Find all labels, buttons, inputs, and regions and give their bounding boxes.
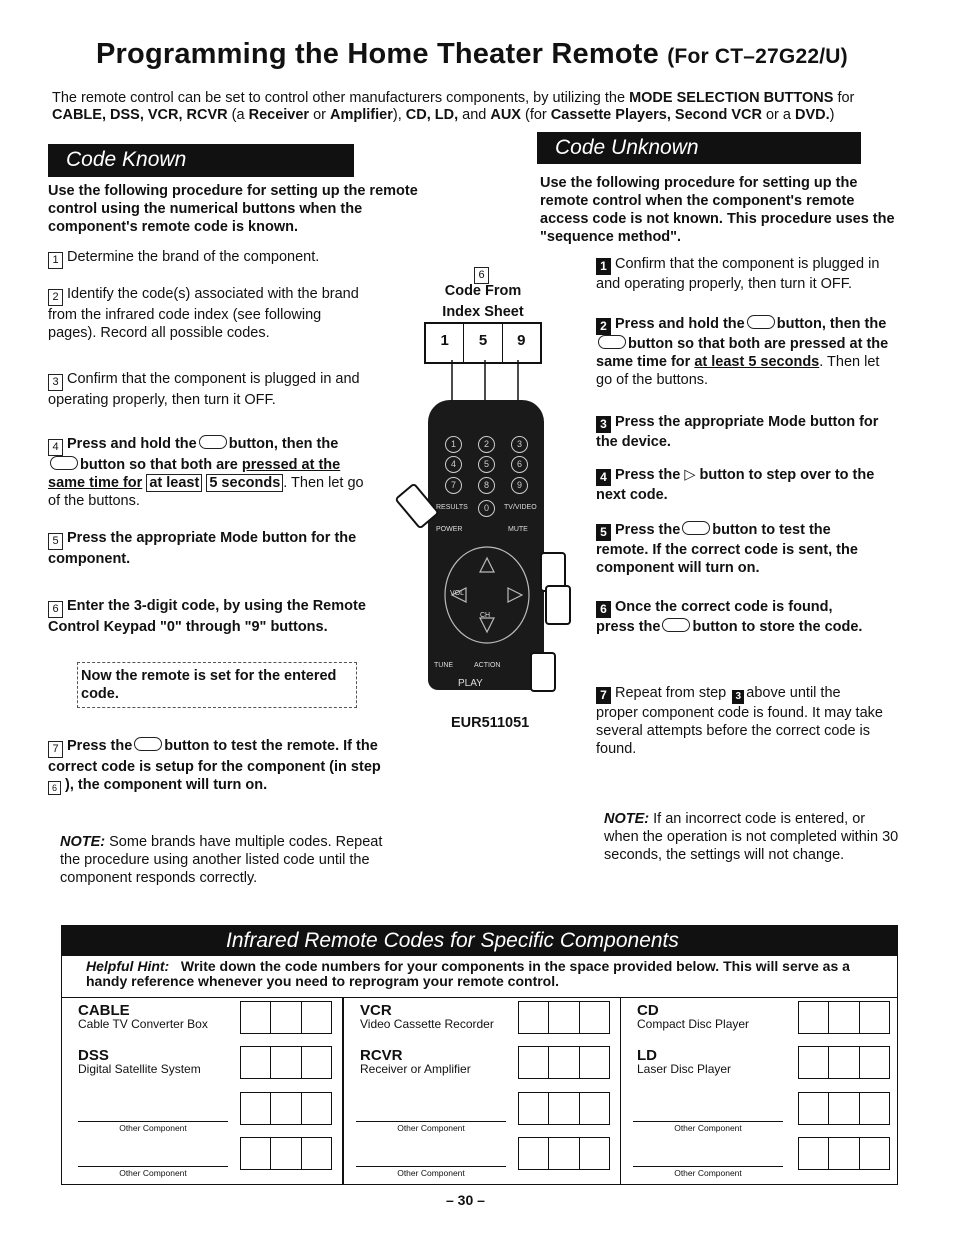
code-known-header: Code Known (48, 144, 354, 177)
key-5: 5 (478, 456, 495, 473)
mute-label: MUTE (508, 526, 528, 533)
cable-title: CABLE (78, 1002, 130, 1019)
unknown-step-1: 1 Confirm that the component is plugged in and operating properly, then turn it OFF. (596, 256, 880, 292)
unknown-step-6: 6 Once the correct code is found, press the button to store the code. (596, 599, 863, 635)
rcvr-subtitle: Receiver or Amplifier (360, 1062, 471, 1076)
cd-title: CD (637, 1002, 659, 1019)
codes-column-3 (620, 997, 898, 1185)
dss-subtitle: Digital Satellite System (78, 1062, 201, 1076)
code-digit: 1 (426, 324, 464, 362)
other-code-box[interactable] (240, 1092, 332, 1125)
key-9: 9 (511, 477, 528, 494)
unknown-step-3: 3 Press the appropriate Mode button for the device. (596, 414, 879, 450)
known-set-note: Now the remote is set for the entered code. (77, 662, 357, 708)
other-code-box[interactable] (518, 1137, 610, 1170)
page-title: Programming the Home Theater Remote (For CT–27G22/U) (96, 38, 848, 70)
key-0: 0 (478, 500, 495, 517)
tune-label: TUNE (434, 662, 454, 669)
unknown-step-4: 4 Press the ▷ button to step over to the next code. (596, 467, 875, 503)
codes-column-1 (62, 997, 343, 1185)
other-component-label: Other Component (78, 1166, 228, 1178)
key-1: 1 (445, 436, 462, 453)
other-component-label: Other Component (356, 1166, 506, 1178)
key-3: 3 (511, 436, 528, 453)
known-note: NOTE: Some brands have multiple codes. Repeat the procedure using another listed code until the component responds correctly. (60, 834, 383, 886)
known-step-2: 2 Identify the code(s) associated with the brand from the infrared code index (see following pages). Record all possible codes. (48, 286, 359, 341)
code-digit: 9 (517, 332, 526, 349)
step-ref-badge: 6 (474, 263, 493, 284)
rcvr-code-box[interactable] (518, 1046, 610, 1079)
vcr-title: VCR (360, 1002, 392, 1019)
play-label: PLAY (458, 678, 483, 689)
ld-title: LD (637, 1047, 657, 1064)
action-button-icon (747, 315, 775, 329)
known-step-4: 4 Press and hold the button, then the button so that both are pressed at the same time for at least 5 seconds . Then let go of the buttons. (48, 436, 364, 509)
ld-code-box[interactable] (798, 1046, 890, 1079)
other-code-box[interactable] (518, 1092, 610, 1125)
ir-codes-table (61, 925, 898, 1185)
other-code-box[interactable] (798, 1137, 890, 1170)
key-8: 8 (478, 477, 495, 494)
helpful-hint: Helpful Hint: Write down the code numbers for your components in the space provided below. This will serve as a handy reference whenever you need to reprogram your remote control. (86, 958, 850, 989)
remote-model-number: EUR511051 (451, 715, 530, 731)
code-unknown-header: Code Unknown (537, 132, 861, 164)
other-component-label: Other Component (633, 1166, 783, 1178)
key-7: 7 (445, 477, 462, 494)
action-button-icon (662, 618, 690, 632)
other-component-label: Other Component (633, 1121, 783, 1133)
rcvr-title: RCVR (360, 1047, 403, 1064)
intro-paragraph: The remote control can be set to control other manufacturers components, by utilizing the MODE SELECTION BUTTONS for CABLE, DSS, VCR, RCVR (a Receiver or Amplifier), CD, LD, and AUX (for Cassette Players, Second VCR or a DVD.) (52, 90, 855, 123)
code-known-lead: Use the following procedure for setting up the remote control using the numerical buttons when the component's remote code is known. (48, 183, 418, 235)
action-button-icon (199, 435, 227, 449)
key-6: 6 (511, 456, 528, 473)
vcr-code-box[interactable] (518, 1001, 610, 1034)
known-step-1: 1 Determine the brand of the component. (48, 248, 378, 269)
ld-subtitle: Laser Disc Player (637, 1062, 732, 1076)
codes-column-2 (343, 997, 621, 1185)
cd-code-box[interactable] (798, 1001, 890, 1034)
power-button-icon (134, 737, 162, 751)
unknown-step-5: 5 Press the button to test the remote. If the correct code is sent, the component will turn on. (596, 522, 858, 576)
page-number: – 30 – (446, 1192, 485, 1208)
power-button-icon (50, 456, 78, 470)
code-from-caption: Code From Index Sheet (442, 283, 524, 320)
dss-title: DSS (78, 1047, 109, 1064)
vol-arrow-icon: ▷ (684, 467, 696, 483)
code-unknown-lead: Use the following procedure for setting up the remote control when the component's remote access code is not known. This procedure uses the "sequence method". (540, 175, 895, 245)
known-step-5: 5 Press the appropriate Mode button for the component. (48, 530, 357, 567)
known-step-7: 7 Press the button to test the remote. If the correct code is setup for the component (in step 6 ), the component will turn on. (48, 738, 381, 793)
other-component-label: Other Component (356, 1121, 506, 1133)
other-component-label: Other Component (78, 1121, 228, 1133)
dss-code-box[interactable] (240, 1046, 332, 1079)
ir-codes-header: Infrared Remote Codes for Specific Components (62, 926, 897, 956)
cable-code-box[interactable] (240, 1001, 332, 1034)
other-code-box[interactable] (798, 1092, 890, 1125)
code-digit-box (424, 322, 542, 364)
cable-subtitle: Cable TV Converter Box (78, 1017, 208, 1031)
code-digit: 5 (464, 324, 502, 362)
cd-subtitle: Compact Disc Player (637, 1017, 750, 1031)
key-4: 4 (445, 456, 462, 473)
remote-control-illustration (428, 400, 544, 690)
power-button-icon (598, 335, 626, 349)
power-label: POWER (436, 526, 463, 533)
unknown-note: NOTE: If an incorrect code is entered, or when the operation is not completed within 30 seconds, the settings will not change. (604, 811, 899, 863)
vol-label: VOL (450, 590, 465, 597)
hand-pointer-icon (530, 652, 556, 692)
results-label: RESULTS (436, 504, 468, 511)
key-2: 2 (478, 436, 495, 453)
known-step-3: 3 Confirm that the component is plugged in and operating properly, then turn it OFF. (48, 371, 360, 408)
vcr-subtitle: Video Cassette Recorder (360, 1017, 494, 1031)
unknown-step-7: 7 Repeat from step 3 above until the proper component code is found. It may take several attempts before the correct code is found. (596, 685, 883, 757)
known-step-6: 6 Enter the 3-digit code, by using the Remote Control Keypad "0" through "9" buttons. (48, 598, 366, 635)
tv-video-label: TV/VIDEO (504, 504, 537, 511)
ch-label: CH (480, 612, 491, 619)
unknown-step-2: 2 Press and hold the button, then thebutton so that both are pressed at the same time for at least 5 seconds. Then let go of the buttons. (596, 316, 889, 388)
hand-pointer-icon (545, 585, 571, 625)
other-code-box[interactable] (240, 1137, 332, 1170)
action-label: ACTION (474, 662, 501, 669)
power-button-icon (682, 521, 710, 535)
